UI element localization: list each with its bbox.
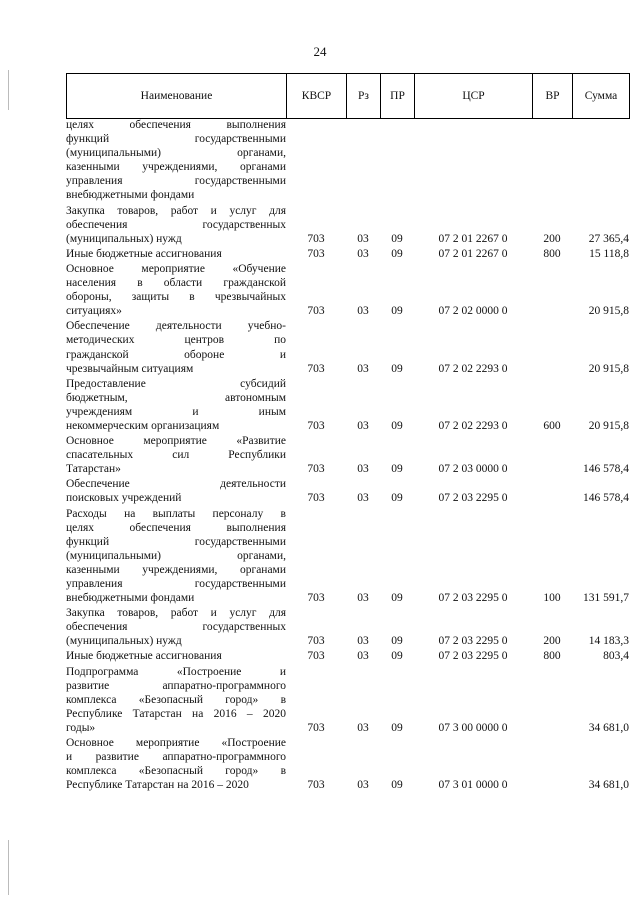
table-row [66, 665, 629, 735]
row-name-line: целях обеспечения выполнения [66, 521, 286, 534]
row-name-line: управления государственными [66, 175, 286, 188]
cell-rz: 03 [357, 362, 369, 375]
cell-pr: 09 [391, 247, 403, 260]
cell-sum: 15 118,8 [589, 247, 629, 260]
row-name-line: поисковых учреждений [66, 492, 182, 505]
row-name [66, 649, 286, 663]
table-body [66, 118, 629, 792]
row-name-line: обеспечения государственных [66, 621, 286, 634]
cell-sum: 131 591,7 [583, 592, 629, 605]
row-name-line: Закупка товаров, работ и услуг для [66, 607, 286, 620]
table-row [66, 262, 629, 318]
header-pr: ПР [381, 74, 415, 119]
cell-kvsr: 703 [307, 419, 325, 432]
table-row [66, 606, 629, 648]
row-name-line: учреждениям и иным [66, 405, 286, 418]
cell-csr: 07 2 02 2293 0 [438, 419, 508, 432]
table-row [66, 377, 629, 433]
row-name-line: внебюджетными фондами [66, 189, 195, 202]
row-name [66, 606, 286, 648]
row-name [66, 736, 286, 792]
cell-csr: 07 2 03 2295 0 [438, 635, 508, 648]
row-name-line: управления государственными [66, 578, 286, 590]
row-name-line: ситуациях» [66, 305, 122, 318]
row-name-line: Республике Татарстан на 2016 – 2020 [66, 707, 286, 720]
cell-kvsr: 703 [307, 305, 325, 318]
scan-margin-mark [8, 70, 9, 110]
cell-sum: 14 183,3 [588, 635, 629, 648]
cell-pr: 09 [391, 650, 403, 663]
row-name-line: целях обеспечения выполнения [66, 119, 286, 131]
table-row [66, 507, 629, 606]
cell-rz: 03 [357, 463, 369, 476]
row-name-line: казенными учреждениями, органами [66, 161, 286, 174]
cell-kvsr: 703 [307, 492, 325, 505]
row-name [66, 319, 286, 375]
row-name [66, 262, 286, 318]
cell-kvsr: 703 [307, 232, 325, 245]
header-rz: Рз [347, 74, 381, 119]
cell-kvsr: 703 [307, 362, 325, 375]
row-name-line: (муниципальными) органами, [66, 549, 286, 562]
cell-csr: 07 2 03 2295 0 [438, 592, 508, 605]
row-name-line: Предоставление субсидий [66, 377, 286, 390]
row-name-line: населения в области гражданской [66, 277, 286, 290]
row-name-line: гражданской обороне и [66, 348, 286, 361]
cell-kvsr: 703 [307, 721, 325, 734]
row-name-line: казенными учреждениями, органами [66, 563, 286, 576]
cell-kvsr: 703 [307, 247, 325, 260]
cell-kvsr: 703 [307, 779, 325, 792]
cell-pr: 09 [391, 463, 403, 476]
row-name-line: и развитие аппаратно-программного [66, 751, 286, 764]
table-row [66, 247, 629, 261]
row-name-line: бюджетным, автономным [66, 391, 286, 404]
row-name [66, 377, 286, 433]
row-name-line: Закупка товаров, работ и услуг для [66, 204, 286, 217]
row-name-line: Татарстан» [66, 463, 121, 476]
row-name-line: Основное мероприятие «Обучение [66, 262, 286, 275]
row-name [66, 477, 286, 505]
row-name-line: Иные бюджетные ассигнования [66, 650, 222, 663]
cell-csr: 07 2 03 2295 0 [438, 492, 508, 505]
row-name-line: функций государственными [66, 535, 286, 548]
cell-sum: 20 915,8 [588, 419, 629, 432]
cell-pr: 09 [391, 419, 403, 432]
cell-pr: 09 [391, 492, 403, 505]
cell-vr [532, 304, 572, 318]
cell-kvsr: 703 [307, 650, 325, 663]
cell-rz: 03 [357, 779, 369, 792]
row-name-line: обороны, защиты в чрезвычайных [66, 291, 286, 304]
cell-sum [572, 188, 629, 202]
table-row [66, 736, 629, 792]
cell-csr: 07 3 01 0000 0 [438, 779, 508, 792]
cell-sum: 27 365,4 [588, 232, 629, 245]
cell-sum: 146 578,4 [583, 492, 629, 505]
table-row [66, 319, 629, 375]
row-name-line: внебюджетными фондами [66, 592, 195, 605]
cell-csr [414, 188, 532, 202]
row-name [66, 507, 286, 606]
cell-pr [380, 188, 414, 202]
row-name-line: спасательных сил Республики [66, 449, 286, 462]
page-number: 24 [313, 44, 327, 59]
row-name [66, 665, 286, 735]
row-name-line: (муниципальными) органами, [66, 147, 286, 160]
row-name-line: Основное мероприятие «Развитие [66, 435, 286, 448]
cell-csr: 07 2 03 0000 0 [438, 463, 508, 476]
row-name [66, 204, 286, 246]
row-name-line: Иные бюджетные ассигнования [66, 247, 222, 260]
cell-vr: 800 [543, 247, 561, 260]
header-kvsr: КВСР [287, 74, 347, 119]
cell-pr: 09 [391, 232, 403, 245]
cell-csr: 07 2 02 0000 0 [438, 305, 508, 318]
cell-rz: 03 [357, 635, 369, 648]
row-name-line: комплекса «Безопасный город» в [66, 765, 286, 778]
cell-vr: 200 [543, 232, 561, 245]
cell-sum: 34 681,0 [588, 779, 629, 792]
cell-sum: 803,4 [603, 650, 629, 663]
row-name-line: Основное мероприятие «Построение [66, 737, 286, 750]
table-row [66, 434, 629, 476]
row-name [66, 434, 286, 476]
cell-vr [532, 462, 572, 476]
row-name-line: (муниципальных) нужд [66, 232, 182, 245]
cell-sum: 34 681,0 [588, 721, 629, 734]
cell-pr: 09 [391, 305, 403, 318]
cell-kvsr: 703 [307, 592, 325, 605]
cell-rz: 03 [357, 650, 369, 663]
row-name-line: чрезвычайным ситуациям [66, 362, 194, 375]
row-name-line: некоммерческим организациям [66, 419, 220, 432]
scan-margin-mark [8, 840, 9, 895]
cell-csr: 07 2 02 2293 0 [438, 362, 508, 375]
cell-pr: 09 [391, 721, 403, 734]
header-name: Наименование [67, 74, 287, 119]
cell-kvsr: 703 [307, 463, 325, 476]
cell-rz: 03 [357, 492, 369, 505]
row-name-line: (муниципальных) нужд [66, 635, 182, 648]
cell-kvsr [286, 188, 346, 202]
cell-rz: 03 [357, 247, 369, 260]
row-name-line: развитие аппаратно-программного [66, 679, 286, 692]
table-row [66, 649, 629, 663]
row-name-line: функций государственными [66, 133, 286, 146]
cell-sum: 20 915,8 [588, 362, 629, 375]
cell-vr [532, 362, 572, 376]
cell-vr: 800 [543, 650, 561, 663]
cell-vr: 100 [543, 592, 561, 605]
cell-pr: 09 [391, 362, 403, 375]
cell-vr [532, 491, 572, 505]
cell-rz: 03 [357, 721, 369, 734]
cell-csr: 07 3 00 0000 0 [438, 721, 508, 734]
row-name-line: Обеспечение деятельности [66, 478, 286, 491]
cell-vr: 200 [543, 635, 561, 648]
table-header [66, 73, 630, 119]
row-name-line: годы» [66, 721, 96, 734]
cell-rz: 03 [357, 305, 369, 318]
cell-pr: 09 [391, 592, 403, 605]
row-name-line: Республике Татарстан на 2016 – 2020 [66, 779, 249, 792]
row-name [66, 247, 286, 261]
cell-csr: 07 2 01 2267 0 [438, 232, 508, 245]
table-row [66, 204, 629, 246]
row-name-line: обеспечения государственных [66, 218, 286, 231]
cell-vr: 600 [543, 419, 561, 432]
cell-sum: 146 578,4 [583, 463, 629, 476]
cell-pr: 09 [391, 635, 403, 648]
table-row [66, 118, 629, 203]
row-name-line: Обеспечение деятельности учебно- [66, 320, 286, 333]
cell-rz: 03 [357, 419, 369, 432]
header-csr: ЦСР [415, 74, 533, 119]
table-row [66, 477, 629, 505]
cell-pr: 09 [391, 779, 403, 792]
cell-kvsr: 703 [307, 635, 325, 648]
cell-vr [532, 721, 572, 735]
row-name-line: методических центров по [66, 334, 286, 347]
header-vr: ВР [533, 74, 573, 119]
row-name-line: Подпрограмма «Построение и [66, 665, 286, 678]
row-name [66, 118, 286, 203]
cell-csr: 07 2 01 2267 0 [438, 247, 508, 260]
cell-rz: 03 [357, 232, 369, 245]
row-name-line: комплекса «Безопасный город» в [66, 693, 286, 706]
cell-rz [346, 188, 380, 202]
row-name-line: Расходы на выплаты персоналу в [66, 507, 286, 520]
header-sum: Сумма [573, 74, 630, 119]
cell-csr: 07 2 03 2295 0 [438, 650, 508, 663]
cell-rz: 03 [357, 592, 369, 605]
cell-vr [532, 188, 572, 202]
cell-vr [532, 778, 572, 792]
cell-sum: 20 915,8 [588, 305, 629, 318]
